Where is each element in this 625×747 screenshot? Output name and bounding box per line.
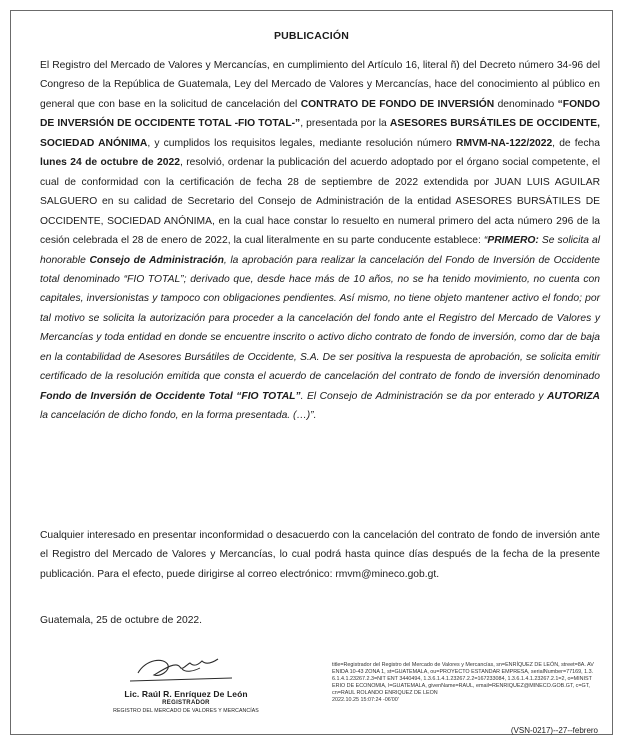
contact-paragraph: Cualquier interesado en presentar inconformidad o desacuerdo con la cancelación del contrato de fondo de inversión ante el Registro del Mercado de Valores y Mercancías, lo cual podrá hasta quince días después de la fecha de la presente publicación. Para el efecto, puede dirigirse al correo electrónico: rmvm@mineco.gob.gt.: [40, 530, 600, 580]
quote-text-1: Se solicita al honorable: [40, 235, 600, 266]
quote-text-4: la cancelación de dicho fondo, en la forma presentada. (…)”.: [40, 410, 317, 422]
document-title: PUBLICACIÓN: [273, 30, 350, 42]
quote-text-2: , la aprobación para realizar la cancelación del Fondo de Inversión de Occidente total denominado “FIO TOTAL”; derivado que, desde hace más de 10 años, no se ha tenido movimiento, no cuenta con capitales, inversionistas y tampoco con obligaciones pendientes. Así mismo, no tiene objeto mantener activo el fondo; por tal motivo se solicita la autorización para proceder a la cancelación del fondo ante el Registro del Mercado de Valores y Mercancías y toda entidad en donde se encuentre inscrito o activo dicho contrato de fondo de inversión, como dar de baja en la contabilidad de Asesores Bursátiles de Occidente, S.A. De ser positiva la respuesta de aprobación, se solicita emitir certificado de la resolución emitida que consta el acuerdo de cancelación del contrato de fondo de inversión denominado: [40, 254, 600, 383]
quote-bold-consejo: Consejo de Administración: [89, 254, 224, 266]
quote-bold-fund: Fondo de Inversión de Occidente Total “FIO TOTAL”: [40, 390, 301, 402]
p1-bold-date: lunes 24 de octubre de 2022: [40, 157, 180, 169]
p1-bold-fund-name: “FONDO DE INVERSIÓN DE OCCIDENTE TOTAL -FIO TOTAL-”: [40, 98, 600, 130]
p1-bold-company: ASESORES BURSÁTILES DE OCCIDENTE, SOCIEDAD ANÓNIMA: [40, 118, 601, 149]
p1-text-3: , presentada por la: [300, 118, 390, 130]
p1-bold-contract: CONTRATO DE FONDO DE INVERSIÓN: [300, 98, 495, 110]
digital-signature-details: title=Registrador del Registro del Mercado de Valores y Mercancías, sn=ENRÍQUEZ DE LEÓN, street=8A. AVENIDA 10-43 ZONA 1, st=GUATEMALA, ou=PROYECTO ESTANDAR EMPRESA, serialNumber=77169, 1.3.6.1.4.1.23267.2.3=NIT ENT 3440494, 1.3.6.1.4.1.23267.2.2=167233084, 1.3.6.1.4.1.23267.2.1=2, o=MINISTERIO DE ECONOMIA, l=GUATEMALA, givenName=RAUL, email=RENRIQUEZ@MINECO.GOB.GT, c=GT, cn=RAUL ROLANDO ENRIQUEZ DE LEON 2022.10.25 15:07:24 -06'00': [332, 662, 594, 703]
p1-text-4: , y cumplidos los requisitos legales, mediante resolución número: [147, 137, 457, 149]
quote-text-3: . El Consejo de Administración se da por enterado y: [300, 390, 547, 402]
signature-block: [96, 651, 276, 726]
quote-bold-autoriza: AUTORIZA: [546, 390, 600, 402]
handwritten-signature-icon: [124, 651, 239, 691]
p1-text-6: , resolvió, ordenar la publicación del acuerdo adoptado por el órgano social competente, el cual de conformidad con la certificación de fecha 28 de septiembre de 2022 extendida por JUAN LUIS AGUILAR SALGUERO en su calidad de Secretario del Consejo de Administración de la entidad ASESORES BURSÁTILES DE OCCIDENTE, SOCIEDAD ANÓNIMA, en la cual hace constar lo resuelto en numeral primero del acta número 296 de la cesión celebrada el 28 de enero de 2022, la cual literalmente en su parte conducente establece:: [40, 157, 600, 247]
main-paragraph: [40, 56, 600, 426]
footer-code: (VSN-0217)--27--febrero: [510, 726, 598, 735]
p1-text-2: denominado: [494, 98, 558, 110]
document-date: Guatemala, 25 de octubre de 2022.: [40, 615, 203, 626]
p1-text-1: El Registro del Mercado de Valores y Mercancías, en cumplimiento del Artículo 16, literal ñ) del Decreto número 34-96 del Congreso de la República de Guatemala, Ley del Mercado de Valores y Mercancías, hace del conocimiento al público en general que con base en la solicitud de cancelación del: [40, 60, 600, 110]
signer-role: REGISTRADOR: [162, 700, 210, 706]
p1-bold-resolution: RMVM-NA-122/2022: [456, 137, 553, 149]
quote-open: “: [483, 235, 488, 247]
publication-document: [10, 10, 613, 735]
signer-name: Lic. Raúl R. Enríquez De León: [124, 689, 248, 699]
signer-organization: REGISTRO DEL MERCADO DE VALORES Y MERCANCÍAS: [113, 708, 259, 714]
quote-bold-primero: PRIMERO:: [487, 235, 539, 247]
p1-text-5: , de fecha: [552, 137, 600, 149]
